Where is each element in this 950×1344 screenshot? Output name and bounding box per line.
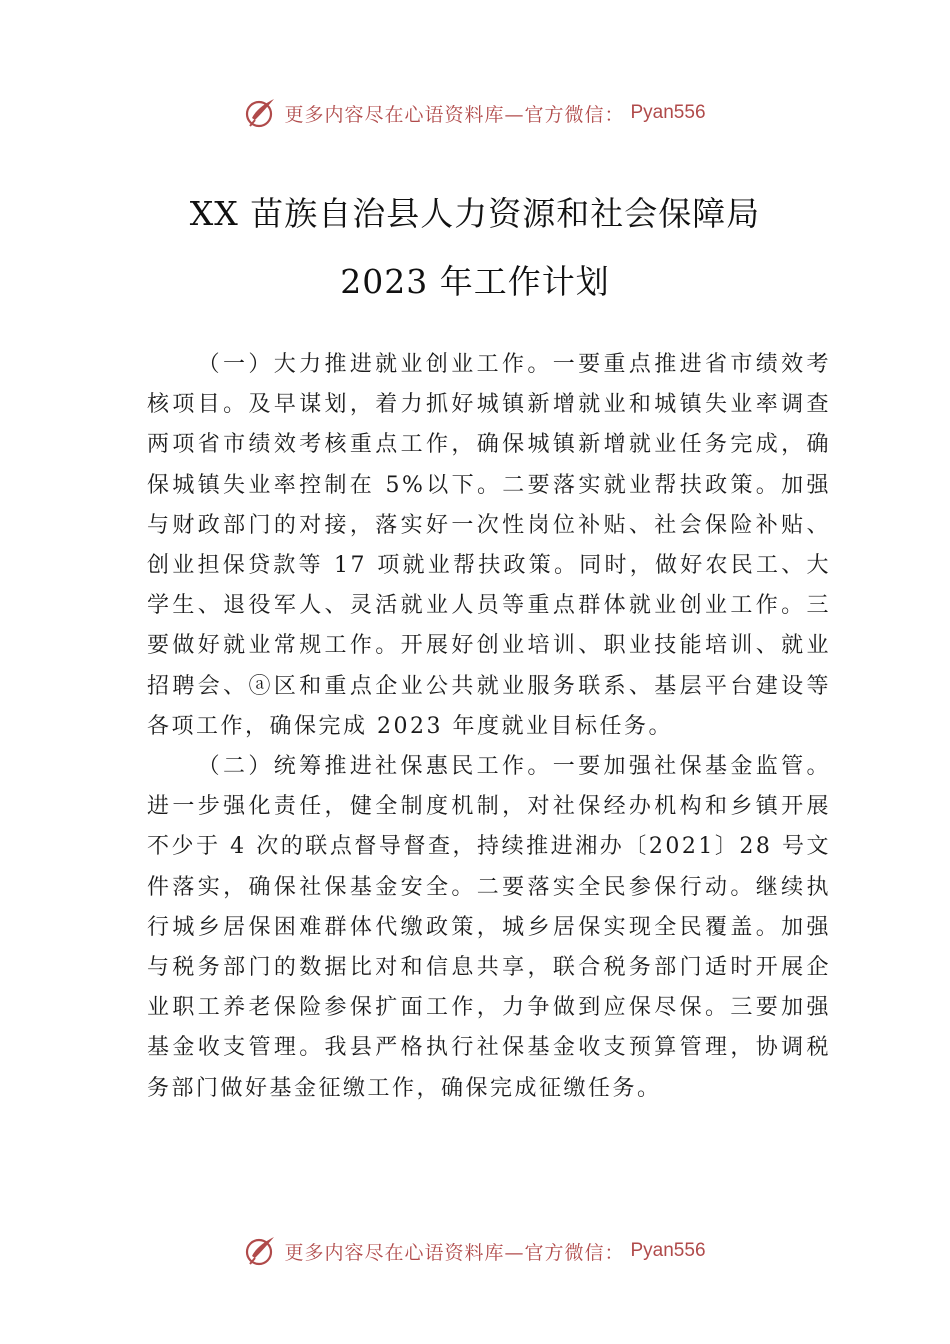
watermark-text: 更多内容尽在心语资料库—官方微信： xyxy=(284,1241,625,1264)
paragraph-social-security: （二）统筹推进社保惠民工作。一要加强社保基金监管。进一步强化责任，健全制度机制，对社保经办机构和乡镇开展不少于 4 次的联点督导督查，持续推进湘办〔2021〕28 号文件落实，确保社保基金安全。二要落实全民参保行动。继续执行城乡居保困难群体代缴政策，城乡居保实现全民覆盖。加强与税务部门的数据比对和信息共享，联合税务部门适时开展企业职工养老保险参保扩面工作，力争做到应保尽保。三要加强基金收支管理。我县严格执行社保基金收支预算管理，协调税务部门做好基金征缴工作，确保完成征缴任务。 xyxy=(147,754,831,1101)
document-title-line1: XX 苗族自治县人力资源和社会保障局 xyxy=(189,194,761,233)
watermark-wechat-id: Pyan556 xyxy=(630,102,706,123)
quill-logo-icon xyxy=(244,96,278,130)
document-title-line2: 2023 年工作计划 xyxy=(340,262,610,301)
paragraph-employment: （一）大力推进就业创业工作。一要重点推进省市绩效考核项目。及早谋划，着力抓好城镇新增就业和城镇失业率调查两项省市绩效考核重点工作，确保城镇新增就业任务完成，确保城镇失业率控制在 5%以下。二要落实就业帮扶政策。加强与财政部门的对接，落实好一次性岗位补贴、社会保险补贴、创业担保贷款等 17 项就业帮扶政策。同时，做好农民工、大学生、退役军人、灵活就业人员等重点群体就业创业工作。三要做好就业常规工作。开展好创业培训、职业技能培训、就业招聘会、ⓐ区和重点企业公共就业服务联系、基层平台建设等各项工作，确保完成 2023 年度就业目标任务。 xyxy=(147,352,831,739)
document-body xyxy=(147,345,831,1109)
watermark-wechat-id: Pyan556 xyxy=(630,1240,706,1261)
watermark-text: 更多内容尽在心语资料库—官方微信： xyxy=(284,103,625,126)
watermark-header xyxy=(0,96,950,130)
watermark-footer xyxy=(0,1234,950,1268)
quill-logo-icon xyxy=(244,1234,278,1268)
